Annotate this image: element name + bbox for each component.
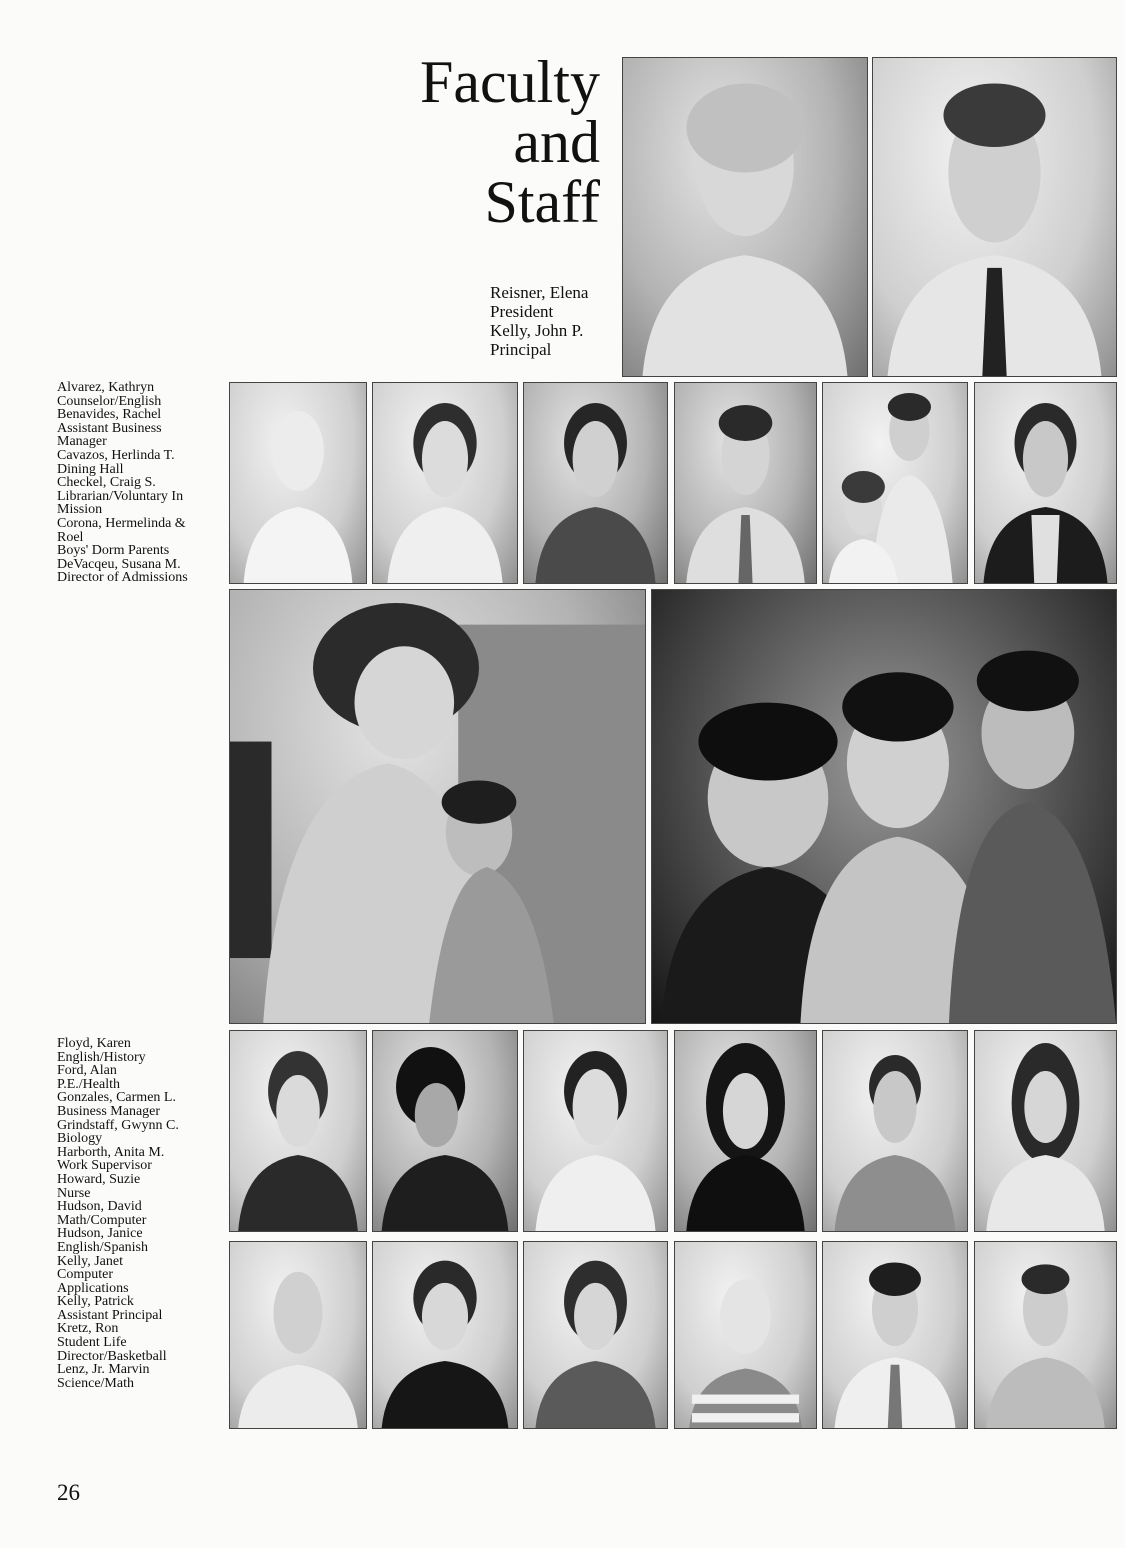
portrait-photo-principal: [872, 57, 1117, 377]
caption-line: Cavazos, Herlinda T.: [57, 447, 175, 463]
caption-line: Boys' Dorm Parents: [57, 543, 170, 559]
caption-line: Kelly, John P.: [490, 321, 584, 340]
caption-line: Alvarez, Kathryn: [57, 380, 155, 395]
caption-line: Kretz, Ron: [57, 1321, 119, 1337]
caption-line: Lenz, Jr. Marvin: [57, 1362, 150, 1378]
caption-line: Checkel, Craig S.: [57, 475, 156, 491]
caption-line: Biology: [57, 1131, 103, 1147]
caption-line: Work Supervisor: [57, 1158, 152, 1174]
caption-line: English/History: [57, 1049, 146, 1065]
caption-line: Gonzales, Carmen L.: [57, 1090, 176, 1106]
portrait-photo: [229, 1241, 367, 1429]
caption-line: English/Spanish: [57, 1239, 149, 1255]
caption-line: Benavides, Rachel: [57, 407, 162, 423]
portrait-photo: [974, 1241, 1117, 1429]
caption-line: P.E./Health: [57, 1076, 120, 1092]
portrait-photo: [822, 1241, 968, 1429]
caption-line: Counselor/English: [57, 393, 162, 409]
caption-line: Roel: [57, 529, 84, 545]
captions-row-2: [57, 1037, 179, 1390]
portrait-photo-president: [622, 57, 868, 377]
captions-row-1: [57, 381, 188, 585]
caption-line: Kelly, Patrick: [57, 1294, 134, 1310]
caption-line: Assistant Principal: [57, 1307, 163, 1323]
caption-line: Dining Hall: [57, 461, 124, 477]
page-title: [380, 49, 600, 235]
caption-line: Librarian/Voluntary In: [57, 488, 184, 504]
portrait-photo: [523, 1030, 668, 1232]
caption-line: Mission: [57, 502, 103, 518]
caption-line: Principal: [490, 340, 552, 359]
caption-line: Applications: [57, 1280, 129, 1296]
portrait-photo: [229, 382, 367, 584]
caption-line: Howard, Suzie: [57, 1171, 141, 1187]
lead-captions: [490, 283, 588, 359]
portrait-photo-child: [674, 1241, 817, 1429]
portrait-photo: [822, 1030, 968, 1232]
caption-line: DeVacqeu, Susana M.: [57, 556, 181, 572]
caption-line: Math/Computer: [57, 1212, 147, 1228]
caption-line: Grindstaff, Gwynn C.: [57, 1117, 179, 1133]
portrait-photo: [523, 1241, 668, 1429]
caption-line: Floyd, Karen: [57, 1036, 131, 1051]
candid-photo-students: [651, 589, 1117, 1024]
portrait-photo: [674, 382, 817, 584]
page-number: 26: [57, 1480, 80, 1505]
portrait-photo: [372, 1241, 518, 1429]
portrait-photo: [674, 1030, 817, 1232]
caption-line: Reisner, Elena: [490, 283, 589, 302]
portrait-photo: [523, 382, 668, 584]
caption-line: Hudson, Janice: [57, 1226, 143, 1242]
caption-line: Student Life: [57, 1335, 127, 1351]
portrait-photo: [974, 1030, 1117, 1232]
caption-line: Science/Math: [57, 1375, 134, 1391]
caption-line: Manager: [57, 434, 107, 450]
caption-line: Hudson, David: [57, 1199, 142, 1215]
caption-line: Computer: [57, 1267, 113, 1283]
title-line-3: Staff: [484, 169, 600, 235]
caption-line: Assistant Business: [57, 420, 162, 436]
caption-line: Corona, Hermelinda &: [57, 515, 186, 531]
caption-line: President: [490, 302, 554, 321]
caption-line: Harborth, Anita M.: [57, 1144, 165, 1160]
portrait-photo: [372, 382, 518, 584]
caption-line: Kelly, Janet: [57, 1253, 123, 1269]
caption-line: Ford, Alan: [57, 1063, 117, 1079]
title-line-2: and: [513, 109, 600, 175]
portrait-photo: [229, 1030, 367, 1232]
candid-photo-office: [229, 589, 646, 1024]
caption-line: Director/Basketball: [57, 1348, 167, 1364]
portrait-photo: [372, 1030, 518, 1232]
caption-line: Nurse: [57, 1185, 91, 1201]
caption-line: Director of Admissions: [57, 570, 188, 586]
title-line-1: Faculty: [420, 49, 600, 115]
portrait-photo: [974, 382, 1117, 584]
portrait-photo-couple: [822, 382, 968, 584]
caption-line: Business Manager: [57, 1103, 161, 1119]
